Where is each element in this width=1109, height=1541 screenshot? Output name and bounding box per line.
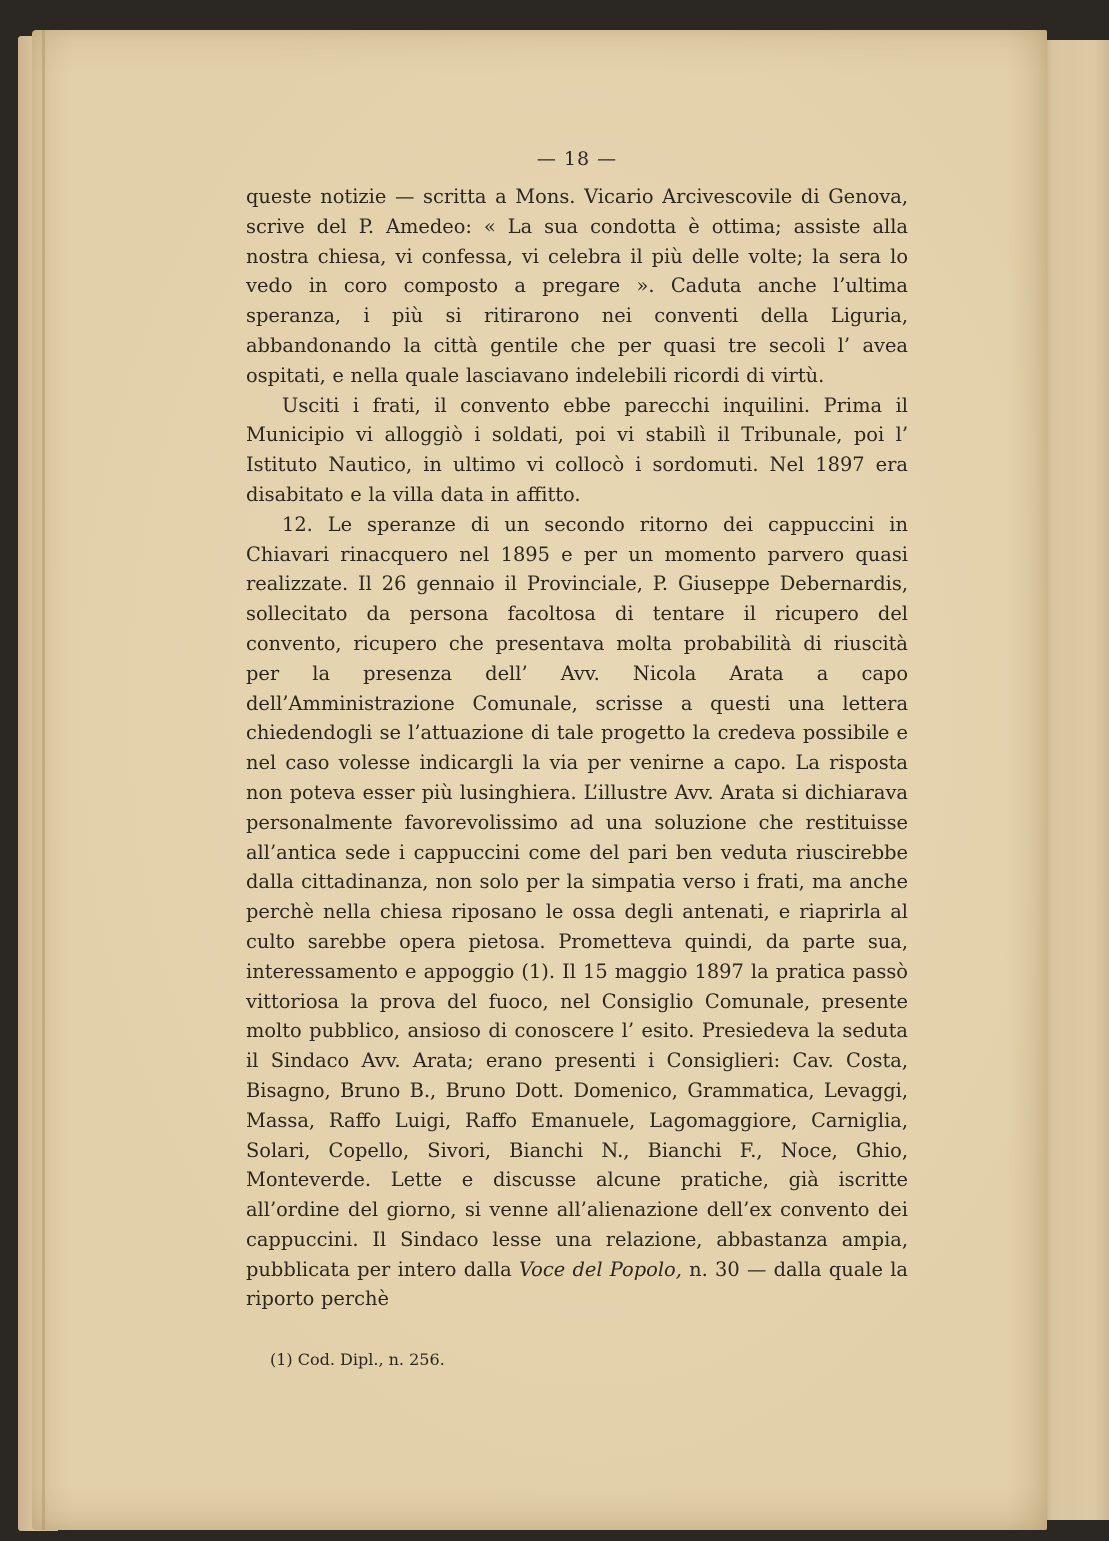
section-12-text: 12. Le speranze di un secondo ritorno dei cappuccini in Chiavari rinacquero nel 1895 e per un momento parvero quasi realizzate. Il 26 gennaio il Provinciale, P. Giuseppe Debernardis, sollecitato da persona facoltosa di tentare il ricupero del convento, ricupero che presentava molta probabilità di riuscità per la presenza dell’ Avv. Nicola Arata a capo dell’Amministrazione Comunale, scrisse a questi una lettera chiedendogli se l’attuazione di tale progetto la credeva possibile e nel caso volesse indicargli la via per venirne a capo. La risposta non poteva esser più lusinghiera. L’illustre Avv. Arata si dichiarava personalmente favorevolissimo ad una soluzione che restituisse all’antica sede i cappuccini come del pari ben veduta riuscirebbe dalla cittadinanza, non solo per la simpatia verso i frati, ma anche perchè nella chiesa riposano le ossa degli antenati, e riaprirla al culto sarebbe opera pietosa. Prometteva quindi, da parte sua, interessamento e appoggio (1). Il 15 maggio 1897 la pratica passò vittoriosa la prova del fuoco, nel Consiglio Comunale, presente molto pubblico, ansioso di conoscere l’ esito. Presiedeva la seduta il Sindaco Avv. Arata; erano presenti i Consiglieri: Cav. Costa, Bisagno, Bruno B., Bruno Dott. Domenico, Grammatica, Levaggi, Massa, Raffo Luigi, Raffo Emanuele, Lagomaggiore, Carniglia, Solari, Copello, Sivori, Bianchi N., Bianchi F., Noce, Ghio, Monteverde. Lette e discusse alcune pratiche, già iscritte all’ordine del giorno, si venne all’alienazione dell’ex convento dei cappuccini. Il Sindaco lesse una relazione, abbastanza ampia, pubblicata per intero dalla [246, 512, 908, 1281]
paragraph-section-12 [246, 510, 908, 1315]
next-page-edge [1040, 40, 1109, 1520]
paragraph-inquilini: Usciti i frati, il convento ebbe parecchi inquilini. Prima il Municipio vi alloggiò i soldati, poi vi stabilì il Tribunale, poi l’ Istituto Nautico, in ultimo vi collocò i sordomuti. Nel 1897 era disabitato e la villa data in affitto. [246, 393, 908, 506]
section-12-text-end: n. 30 — dalla quale la riporto perchè [246, 1257, 908, 1311]
footnote [246, 1348, 908, 1372]
page-content [246, 144, 908, 1372]
footnote-marker: (1) [270, 1350, 293, 1370]
page-fold-line [42, 30, 45, 1530]
newspaper-title: Voce del Popolo, [518, 1257, 682, 1281]
body-text [246, 182, 908, 1314]
page-number: — 18 — [536, 148, 618, 170]
paragraph-continuation: queste notizie — scritta a Mons. Vicario Arcivescovile di Genova, scrive del P. Amedeo: « La sua condotta è ottima; assiste alla nostra chiesa, vi confessa, vi celebra il più delle volte; la sera lo vedo in coro composto a pregare ». Caduta anche l’ultima speranza, i più si ritirarono nei conventi della Liguria, abbandonando la città gentile che per quasi tre secoli l’ avea ospitati, e nella quale lasciavano indelebili ricordi di virtù. [246, 185, 908, 387]
footnote-reference: , n. 256. [378, 1350, 445, 1370]
footnote-source: Cod. Dipl. [297, 1350, 379, 1370]
